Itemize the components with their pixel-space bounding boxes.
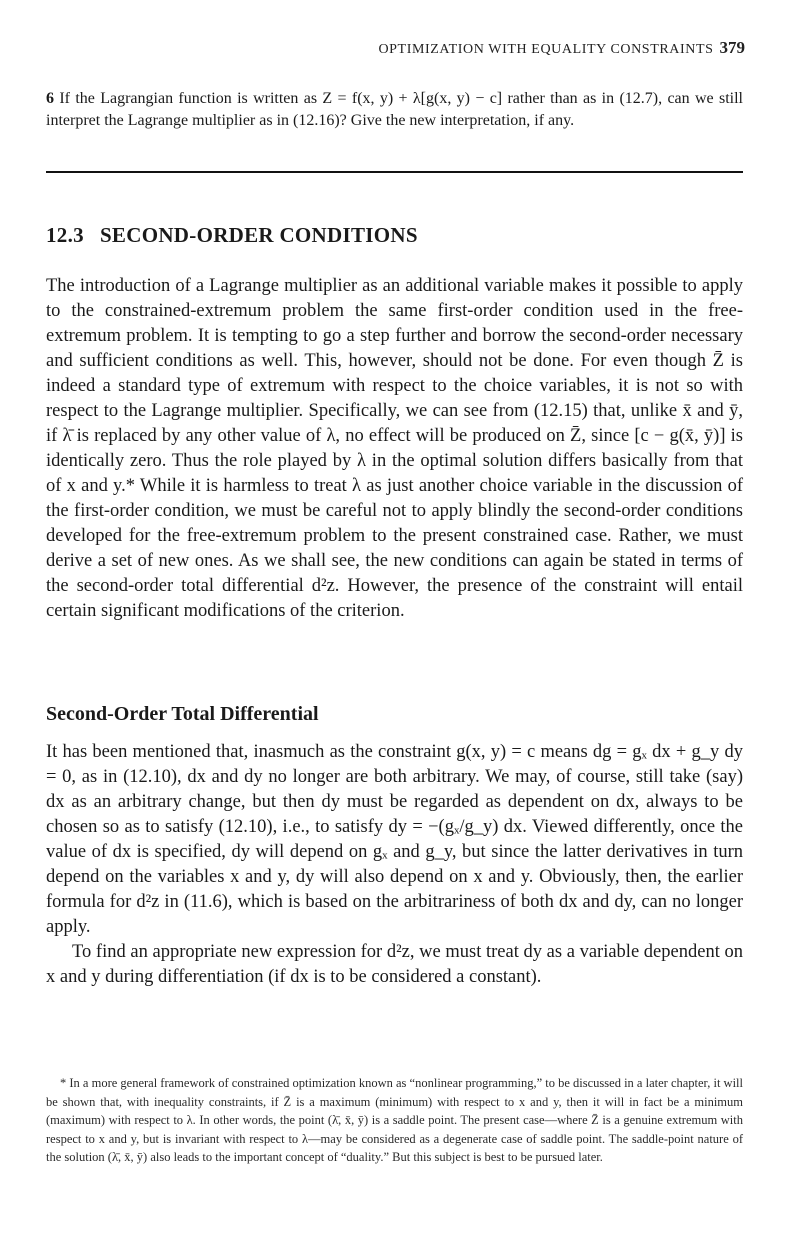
section-paragraph: The introduction of a Lagrange multiplier as an additional variable makes it possible to apply to the constrained-extremum problem the same first-order condition used in the free-extremum problem. It is tempting to go a step further and borrow the second-order necessary and sufficient conditions as well. This, however, should not be done. For even though Z̄ is indeed a standard type of extremum with respect to the choice variables, it is not so with respect to the Lagrange multiplier. Specifically, we can see from (12.15) that, unlike x̄ and ȳ, if λ̄ is replaced by any other value of λ, no effect will be produced on Z̄, since [c − g(x̄, ȳ)] is identically zero. Thus the role played by λ in the optimal solution differs basically from that of x and y.* While it is harmless to treat λ as just another choice variable in the discussion of the first-order condition, we must be careful not to apply blindly the second-order conditions developed for the free-extremum problem to the present constrained case. Rather, we must derive a set of new ones. As we shall see, the new conditions can again be stated in terms of the second-order total differential d²z. However, the presence of the constraint will entail certain significant modifications of the criterion. (46, 276, 743, 621)
subsection-paragraph-2: To find an appropriate new expression for d²z, we must treat dy as a variable dependent on x and y during differentiation (if dx is to be considered a constant). (46, 942, 743, 987)
section-title: SECOND-ORDER CONDITIONS (99, 223, 418, 247)
footnote (46, 1074, 743, 1167)
subsection-paragraph-1: It has been mentioned that, inasmuch as the constraint g(x, y) = c means dg = gₓ dx + g_y dy = 0, as in (12.10), dx and dy no longer are both arbitrary. We may, of course, still take (say) dx as an arbitrary change, but then dy must be regarded as dependent on dx, always to be chosen so as to satisfy (12.10), i.e., to satisfy dy = −(gₓ/g_y) dx. Viewed differently, once the value of dx is specified, dy will depend on gₓ and g_y, but since the latter derivatives in turn depend on the variables x and y, dy will also depend on x and y. Obviously, then, the earlier formula for d²z in (11.6), which is based on the arbitrariness of both dx and dy, can no longer apply. (46, 742, 743, 937)
problem-number: 6 (46, 90, 54, 107)
exercise-problem (46, 88, 743, 132)
running-header (378, 38, 745, 58)
problem-text: If the Lagrangian function is written as Z = f(x, y) + λ[g(x, y) − c] rather than as in (12.7), can we still interpret the Lagrange multiplier as in (12.16)? Give the new interpretation, if any. (46, 90, 744, 129)
section-intro (46, 274, 743, 624)
section-number: 12.3 (46, 223, 84, 247)
page-number: 379 (719, 38, 745, 57)
subsection-heading: Second-Order Total Differential (46, 703, 319, 725)
section-heading (46, 223, 418, 248)
section-divider (46, 171, 743, 173)
subsection-body (46, 740, 743, 990)
footnote-text: * In a more general framework of constrained optimization known as “nonlinear programming,” to be discussed in a later chapter, it will be shown that, with inequality constraints, if Z̄ is a maximum (minimum) with respect to x and y, then it will in fact be a minimum (maximum) with respect to λ. In other words, the point (λ̄, x̄, ȳ) is a saddle point. The present case—where Z̄ is a genuine extremum with respect to x and y, but is invariant with respect to λ—may be considered as a degenerate case of saddle point. The saddle-point nature of the solution (λ̄, x̄, ȳ) also leads to the important concept of “duality.” But this subject is best to be pursued later. (46, 1076, 743, 1165)
running-title: OPTIMIZATION WITH EQUALITY CONSTRAINTS (378, 42, 714, 57)
